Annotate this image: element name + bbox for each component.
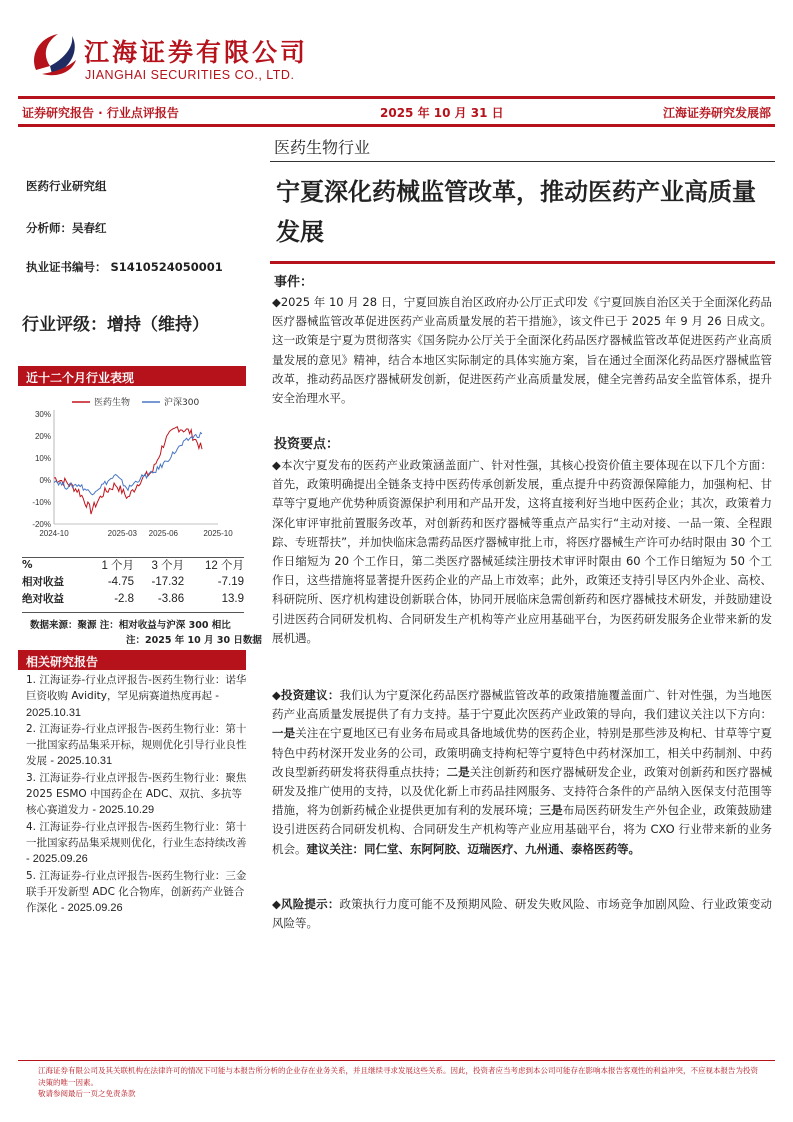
advice-two-label: 二是 bbox=[446, 764, 470, 779]
report-info-bar bbox=[18, 101, 775, 123]
perf-section-header: 近十二个月行业表现 bbox=[18, 366, 246, 386]
report-date: - 2025.09.26 bbox=[26, 853, 88, 866]
series-line bbox=[54, 433, 202, 495]
department: 江海证券研究发展部 bbox=[662, 106, 771, 120]
y-tick-label: -10% bbox=[32, 498, 51, 507]
report-link[interactable]: 3. 江海证券-行业点评报告-医药生物行业：聚焦 2025 ESMO 中国药企在 ADC、双抗、多抗等核心赛道发力 bbox=[26, 771, 247, 817]
report-date: - 2025.10.31 bbox=[26, 690, 219, 719]
table-row-label: 相对收益 bbox=[22, 576, 64, 588]
table-row bbox=[22, 590, 244, 607]
related-section-header: 相关研究报告 bbox=[18, 650, 246, 670]
report-date: - 2025.09.26 bbox=[60, 902, 123, 915]
table-cell: -2.8 bbox=[114, 592, 135, 605]
report-type: 证券研究报告 · 行业点评报告 bbox=[22, 106, 179, 120]
cert-number: 执业证书编号： S1410524050001 bbox=[26, 260, 223, 274]
table-cell: 13.9 bbox=[221, 592, 244, 605]
advice-focus: 建议关注：同仁堂、东阿阿胶、迈瑞医疗、九州通、泰格医药等。 bbox=[306, 841, 640, 856]
chart-legend bbox=[72, 396, 199, 408]
report-link[interactable]: 2. 江海证券-行业点评报告-医药生物行业：第十一批国家药品集采开标，规则优化引导行业良性发展 bbox=[26, 722, 247, 768]
advice-three-label: 三是 bbox=[539, 803, 563, 818]
analyst: 分析师：吴春红 bbox=[26, 221, 107, 235]
perf-table-rule-bottom bbox=[22, 612, 244, 613]
y-tick-label: 0% bbox=[39, 476, 51, 485]
footer bbox=[38, 1065, 758, 1100]
title-rule bbox=[270, 261, 775, 264]
chart-lines bbox=[54, 427, 202, 514]
company-name-en: JIANGHAI SECURITIES CO., LTD. bbox=[85, 68, 295, 82]
page-title: 宁夏深化药械监管改革，推动医药产业高质量发展 bbox=[276, 177, 756, 246]
y-tick-label: 20% bbox=[34, 432, 51, 441]
report-date: 2025 年 10 月 31 日 bbox=[380, 106, 504, 120]
list-item[interactable] bbox=[26, 819, 248, 868]
performance-table bbox=[22, 556, 244, 607]
advice-two-text: 关注创新药和医疗器械研发企业，政策对创新药和医疗器械研发及推广使用的支持，以及优化新上市药品挂网服务、支持符合条件的产品纳入医保支付范围等措施，将为创新药械企业提供更加有利的发展环境； bbox=[272, 764, 773, 818]
advice-one-label: 一是 bbox=[272, 726, 296, 741]
list-item[interactable] bbox=[26, 672, 248, 721]
disclaimer-text: 江海证券有限公司及其关联机构在法律许可的情况下可能与本报告所分析的企业存在业务关系，并且继续寻求发展这些关系。因此，投资者应当考虑到本公司可能存在影响本报告客观性的利益冲突，不应视本报告为投资决策的唯一因素。 bbox=[38, 1066, 758, 1087]
list-item[interactable] bbox=[26, 770, 248, 819]
y-tick-label: -20% bbox=[32, 520, 51, 529]
table-row bbox=[22, 556, 244, 573]
table-row bbox=[22, 573, 244, 590]
header-rule-bottom bbox=[18, 124, 775, 127]
points-heading: 投资要点： bbox=[274, 437, 340, 452]
industry-label: 医药生物行业 bbox=[274, 138, 371, 157]
last-page-note: 敬请参阅最后一页之免责条款 bbox=[38, 1089, 136, 1098]
report-link[interactable]: 5. 江海证券-行业点评报告-医药生物行业：三金联手开发新型 ADC 化合物库，创新药产业链合作深化 bbox=[26, 869, 247, 915]
report-date: - 2025.10.31 bbox=[50, 755, 113, 768]
table-row-label: 绝对收益 bbox=[22, 593, 64, 605]
header-rule-top bbox=[18, 96, 775, 99]
event-heading: 事件： bbox=[274, 275, 314, 290]
y-tick-label: 30% bbox=[34, 410, 51, 419]
table-header-cell: % bbox=[22, 558, 33, 571]
advice-heading: 投资建议： bbox=[281, 688, 340, 702]
legend-label: 医药生物 bbox=[94, 398, 131, 408]
x-tick-label: 2025-10 bbox=[203, 529, 233, 538]
data-source: 数据来源：聚源 注：相对收益与沪深 300 相比 bbox=[30, 620, 231, 631]
advice-intro: 我们认为宁夏深化药品医疗器械监管改革的政策措施覆盖面广、针对性强，为当地医药产业高质量发展提供了有力支持。基于宁夏此次医药产业政策的导向，我们建议关注以下方向： bbox=[272, 688, 772, 722]
y-tick-label: 10% bbox=[34, 454, 51, 463]
company-logo-icon bbox=[28, 30, 80, 78]
table-header-cell: 12 个月 bbox=[205, 559, 244, 572]
table-cell: -7.19 bbox=[217, 575, 244, 588]
related-reports-list bbox=[26, 672, 248, 916]
table-header-cell: 1 个月 bbox=[101, 559, 135, 572]
event-paragraph: ◆2025 年 10 月 28 日，宁夏回族自治区政府办公厅正式印发《宁夏回族自治区关于全面深化药品医疗器械监管改革促进医药产业高质量发展的若干措施》，该文件已于 2025 年 9 月 26 日成文。这一政策是宁夏为贯彻落实《国务院办公厅关于全面深化药品医疗器械监管改革促进医药产业高质量发展的意见》精神，结合本地区实际制定的具体实施方案，旨在通过全面深化药品医疗器械监管改革，推动药品医疗器械研发创新，促进医药产业高质量发展，健全完善药品安全监管体系，提升安全治理水平。 bbox=[272, 295, 772, 406]
x-tick-label: 2025-03 bbox=[107, 529, 138, 538]
legend-label: 沪深300 bbox=[164, 398, 200, 408]
industry-rating: 行业评级：增持（维持） bbox=[22, 315, 209, 335]
risk-paragraph: ◆风险提示：政策执行力度可能不及预期风险、研发失败风险、市场竞争加剧风险、行业政策变动风险等。 bbox=[272, 897, 772, 931]
footer-rule bbox=[18, 1060, 775, 1061]
list-item[interactable] bbox=[26, 721, 248, 770]
series-line bbox=[54, 427, 202, 514]
table-cell: -17.32 bbox=[151, 575, 185, 588]
research-group: 医药行业研究组 bbox=[26, 179, 107, 193]
risk-text: 政策执行力度可能不及预期风险、研发失败风险、市场竞争加剧风险、行业政策变动风险等。 bbox=[272, 897, 772, 931]
x-tick-label: 2024-10 bbox=[39, 529, 69, 538]
company-name-cn: 江海证券有限公司 bbox=[84, 38, 309, 67]
advice-three-text: 布局医药研发生产外包企业，政策鼓励建设引进医药合同研发机构、合同研发生产机构等产业应用基础平台，将为 CXO 行业带来新的业务机会。 bbox=[272, 803, 773, 856]
list-item[interactable] bbox=[26, 868, 248, 917]
performance-chart bbox=[18, 392, 246, 544]
risk-heading: 风险提示： bbox=[281, 897, 340, 911]
points-paragraph: ◆本次宁夏发布的医药产业政策涵盖面广、针对性强，其核心投资价值主要体现在以下几个方面：首先，政策明确提出全链条支持中医药传承创新发展，重点提升中药资源保障能力，加强枸杞、甘草等宁夏地产优势种质资源保护利用和产品开发，这将直接利好当地中医药企业；其次，政策着力深化审评审批前置服务改革，对创新药和医疗器械等重点产品实行“主动对接、一品一策、全程跟踪、专班帮扶”，并加快临床急需药品医疗器械审批上市，将医疗器械生产许可办结时限由 30 个工作日缩短为 20 个工作日，第二类医疗器械延续注册技术审评时限由 60 个工作日缩短为 50 个工作日，这些措施将显著提升医药企业的产品上市效率；此外，政策还支持引导区内外企业、高校、科研院所、医疗机构建设创新联合体，协同开展临床急需创新药和医疗器械技术研发，并鼓励建设引进医药合同研发机构、合同研发生产机构等产业应用基础平台，为医药研发服务企业带来新的发展机遇。 bbox=[272, 458, 772, 645]
table-header-cell: 3 个月 bbox=[151, 559, 185, 572]
data-note: 注：2025 年 10 月 30 日数据 bbox=[126, 635, 262, 646]
advice-one-text: 关注在宁夏地区已有业务布局或具备地域优势的医药企业，特别是那些涉及枸杞、甘草等宁夏特色中药材深开发业务的公司，政策明确支持枸杞等宁夏特色中药材深加工，相关中药制剂、中药改良型新药研发将获得重点扶持； bbox=[272, 726, 772, 779]
report-link[interactable]: 1. 江海证券-行业点评报告-医药生物行业：诺华巨资收购 Avidity，罕见病赛道热度再起 bbox=[26, 674, 247, 703]
report-date: - 2025.10.29 bbox=[92, 804, 155, 817]
industry-rule bbox=[270, 161, 775, 162]
table-cell: -3.86 bbox=[157, 592, 185, 605]
report-link[interactable]: 4. 江海证券-行业点评报告-医药生物行业：第十一批国家药品集采规则优化，行业生态持续改善 bbox=[26, 820, 247, 849]
advice-paragraph: ◆投资建议：我们认为宁夏深化药品医疗器械监管改革的政策措施覆盖面广、针对性强，为当地医药产业高质量发展提供了有力支持。基于宁夏此次医药产业政策的导向，我们建议关注以下方向：一是关注在宁夏地区已有业务布局或具备地域优势的医药企业，特别是那些涉及枸杞、甘草等宁夏特色中药材深开发业务的公司，政策明确支持枸杞等宁夏特色中药材深加工，相关中药制剂、中药改良型新药研发将获得重点扶持；二是关注创新药和医疗器械研发企业，政策对创新药和医疗器械研发及推广使用的支持，以及优化新上市药品挂网服务、支持符合条件的产品纳入医保支付范围等措施，将为创新药械企业提供更加有利的发展环境；三是布局医药研发生产外包企业，政策鼓励建设引进医药合同研发机构、合同研发生产机构等产业应用基础平台，将为 CXO 行业带来新的业务机会。建议关注：同仁堂、东阿阿胶、迈瑞医疗、九州通、泰格医药等。 bbox=[272, 688, 773, 856]
x-tick-label: 2025-06 bbox=[148, 529, 179, 538]
table-cell: -4.75 bbox=[107, 575, 135, 588]
chart-axes bbox=[32, 410, 233, 538]
